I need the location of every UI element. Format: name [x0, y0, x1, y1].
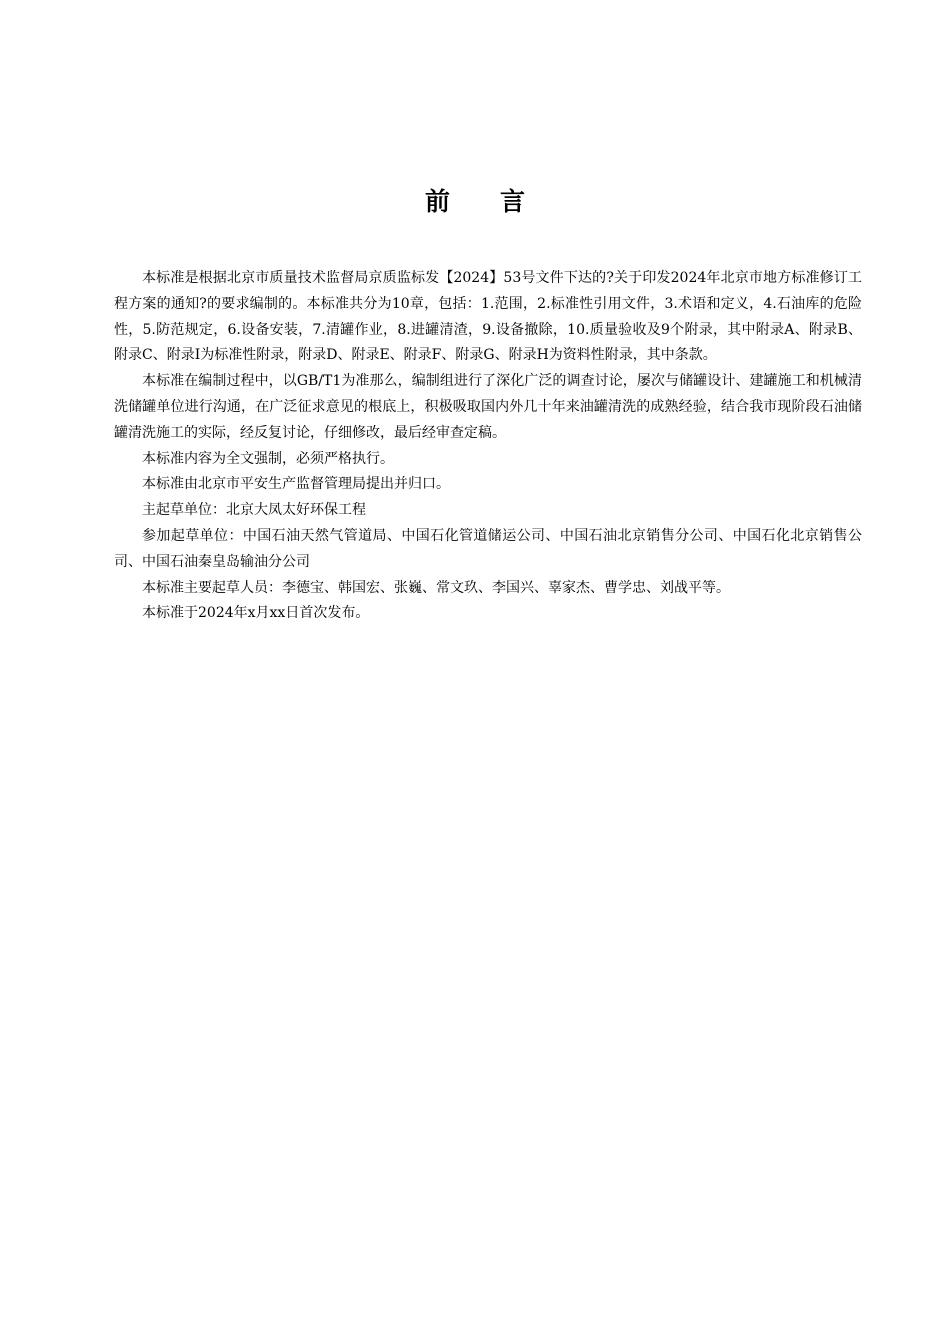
document-body	[114, 266, 862, 627]
paragraph-release-date: 本标准于2024年x月xx日首次发布。	[142, 605, 370, 622]
paragraph-proposer: 本标准由北京市平安生产监督管理局提出并归口。	[142, 476, 450, 493]
paragraph-main-drafter: 主起草单位：北京大凤太好环保工程	[142, 502, 366, 519]
paragraph-participating-drafters: 参加起草单位：中国石油天然气管道局、中国石化管道储运公司、中国石油北京销售分公司、中国石化北京销售公司、中国石油秦皇岛输油分公司	[114, 527, 862, 570]
paragraph-compilation-basis: 本标准是根据北京市质量技术监督局京质监标发【2024】53号文件下达的?关于印发2024年北京市地方标准修订工程方案的通知?的要求编制的。本标准共分为10章，包括：1.范围，2.标准性引用文件，3.术语和定义，4.石油库的危险性，5.防范规定，6.设备安装，7.清罐作业，8.进罐清渣，9.设备撤除，10.质量验收及9个附录，其中附录A、附录B、附录C、附录I为标准性附录，附录D、附录E、附录F、附录G、附录H为资料性附录，其中条款。	[114, 270, 862, 364]
paragraph-drafting-staff: 本标准主要起草人员：李德宝、韩国宏、张巍、常文玖、李国兴、辜家杰、曹学忠、刘战平等。	[142, 579, 730, 596]
paragraph-compilation-process: 本标准在编制过程中，以GB/T1为准那么，编制组进行了深化广泛的调查讨论，屡次与储罐设计、建罐施工和机械清洗储罐单位进行沟通，在广泛征求意见的根底上，积极吸取国内外几十年来油罐清洗的成熟经验，结合我市现阶段石油储罐清洗施工的实际，经反复讨论，仔细修改，最后经审查定稿。	[114, 373, 862, 441]
page-title: 前言	[424, 187, 575, 216]
paragraph-mandatory: 本标准内容为全文强制，必须严格执行。	[142, 450, 394, 467]
